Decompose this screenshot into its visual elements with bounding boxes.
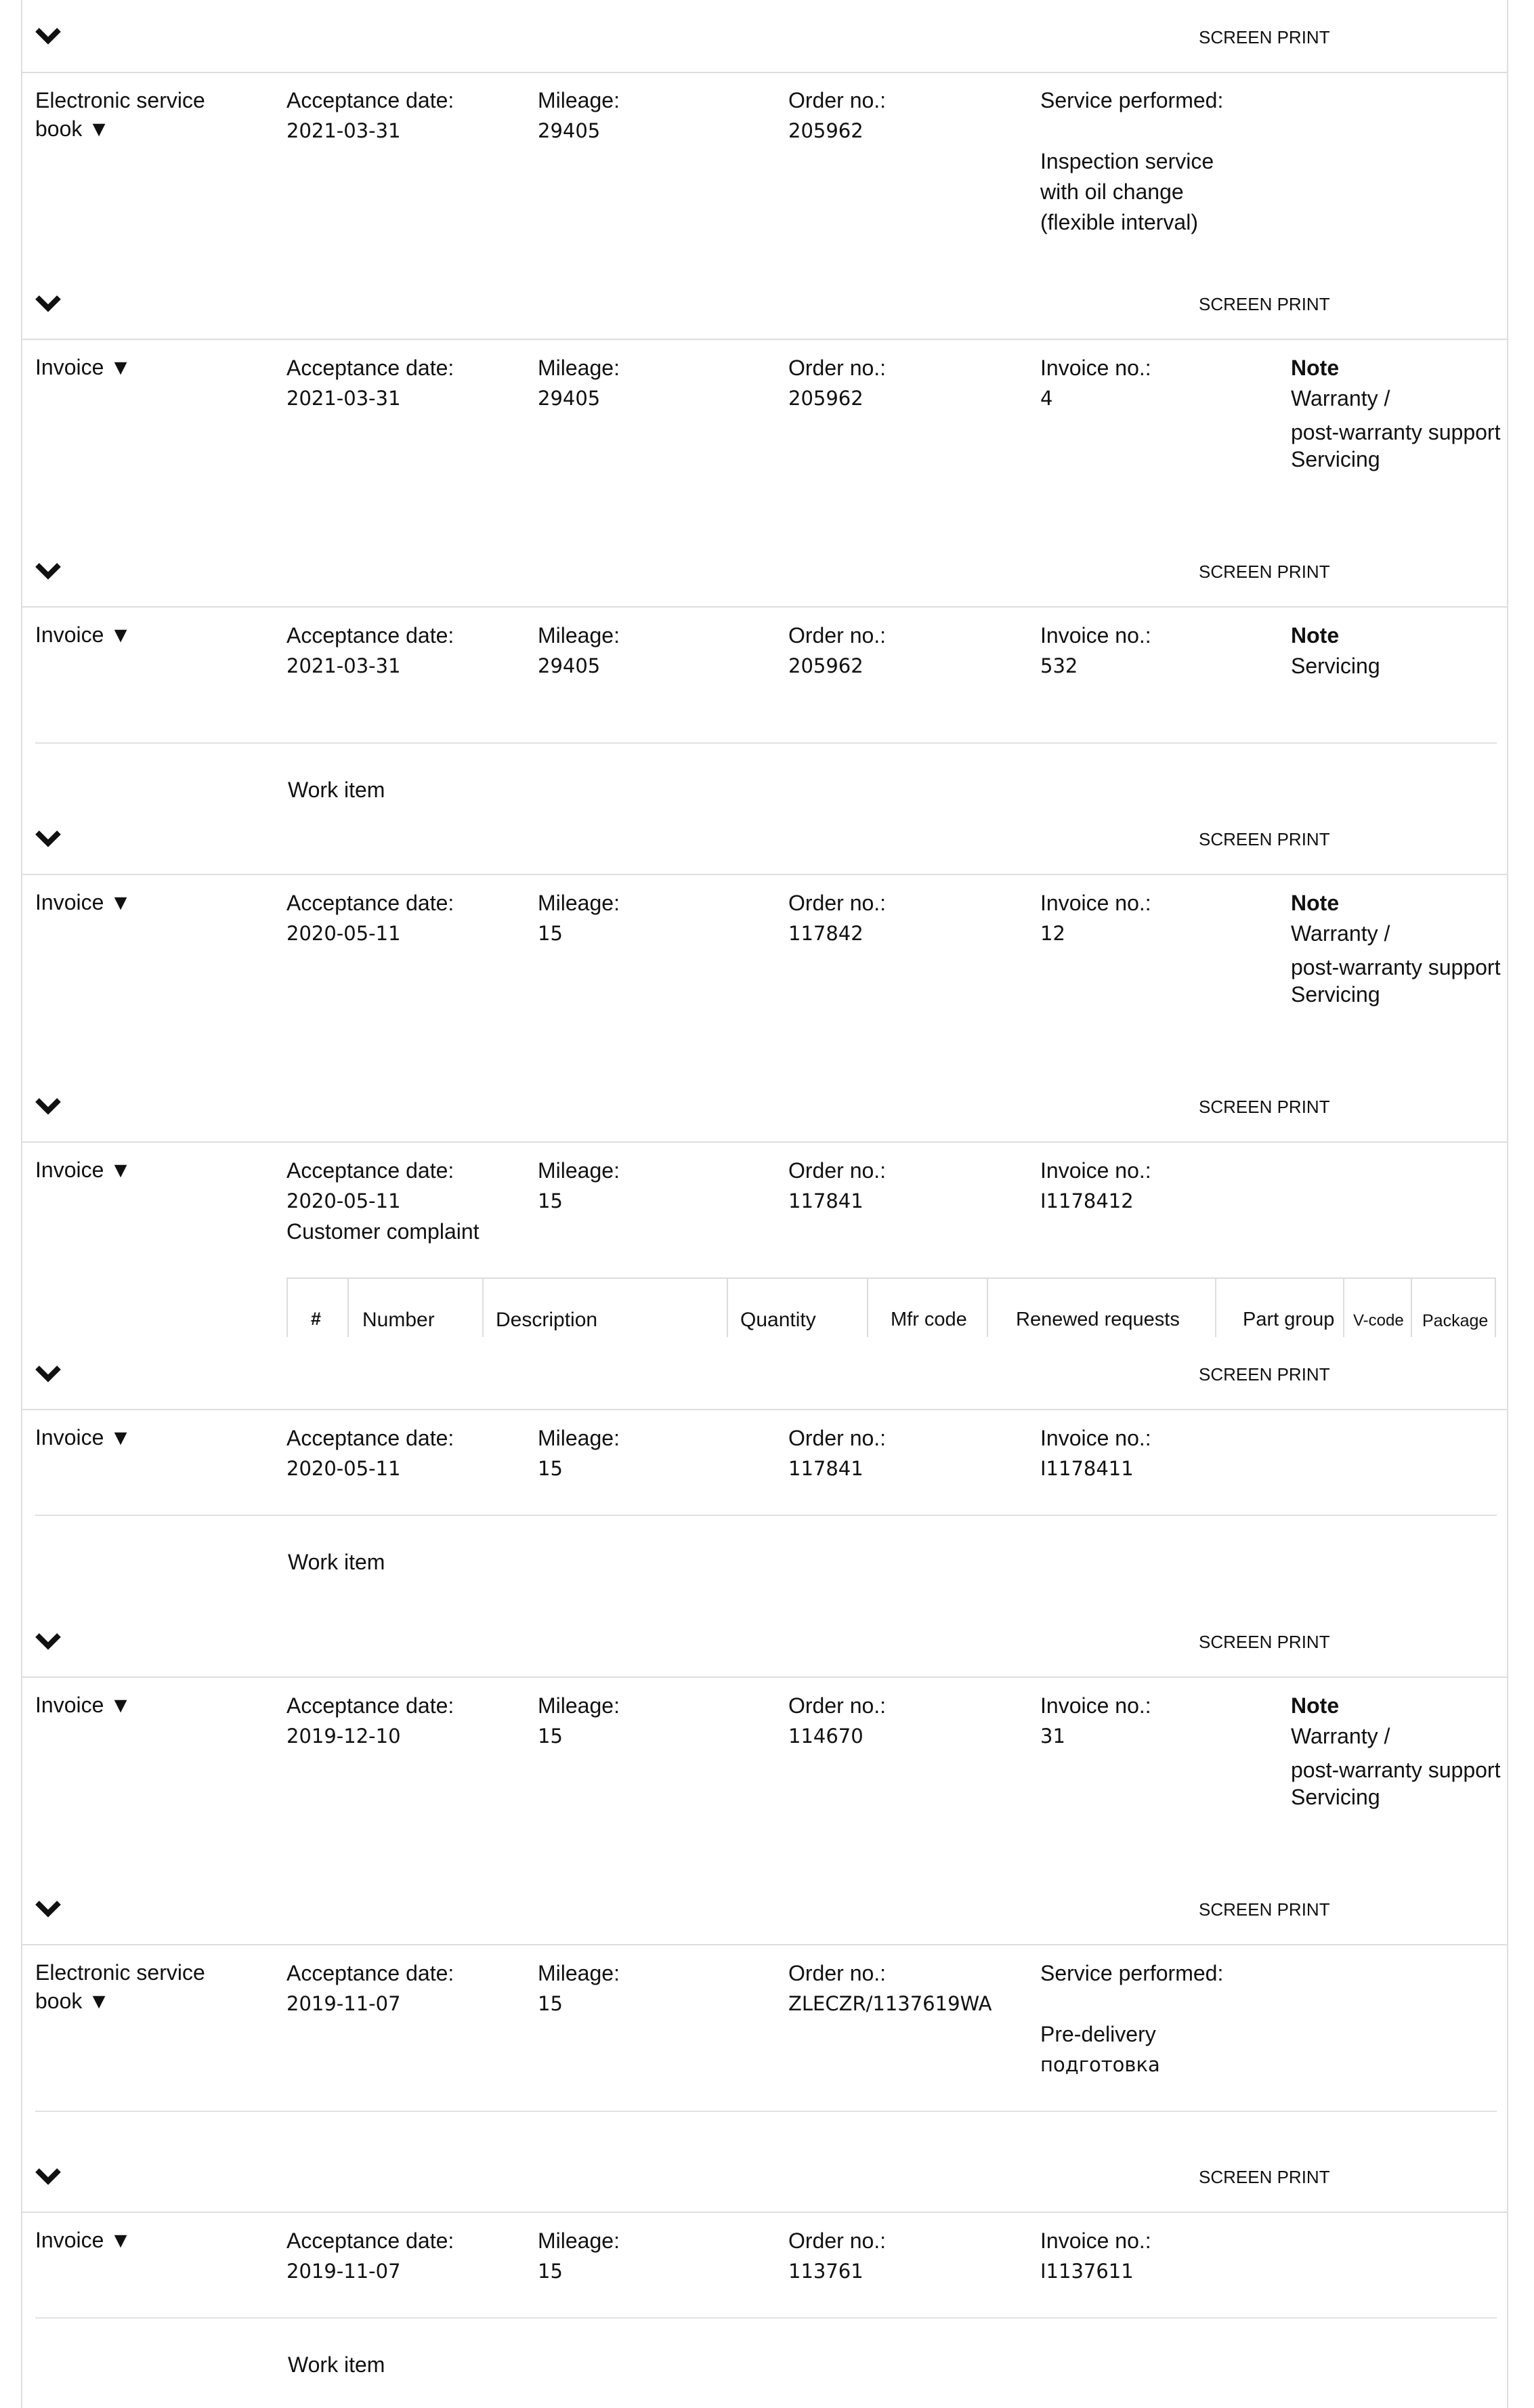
chevron-down-icon[interactable]: [35, 27, 61, 45]
chevron-down-icon[interactable]: [35, 1632, 61, 1650]
order-no-label: Order no.:: [788, 1693, 887, 1718]
invoice-no-value: I1137611: [1040, 2260, 1134, 2283]
order-no-value: 205962: [788, 119, 864, 142]
work-item-heading: Work item: [288, 2352, 385, 2377]
invoice-no-label: Invoice no.:: [1040, 891, 1151, 915]
mileage-label: Mileage:: [538, 356, 620, 380]
mileage-value: 15: [538, 1457, 563, 1480]
column-header: Part group: [1243, 1309, 1335, 1330]
invoice-no-label: Invoice no.:: [1040, 1426, 1151, 1450]
mileage-label: Mileage:: [538, 88, 620, 112]
order-no-label: Order no.:: [788, 1961, 887, 1985]
acceptance-date-value: 2020-05-11: [286, 1189, 401, 1212]
note-line: post-warranty support: [1291, 1758, 1501, 1782]
invoice-no-label: Invoice no.:: [1040, 1693, 1151, 1718]
row-divider: [35, 2111, 1497, 2112]
mileage-value: 29405: [538, 654, 601, 677]
order-no-label: Order no.:: [788, 88, 887, 112]
invoice-no-label: Invoice no.:: [1040, 1158, 1151, 1183]
section-divider: [21, 339, 1508, 340]
work-item-heading: Work item: [288, 1550, 385, 1574]
invoice-no-label: Invoice no.:: [1040, 623, 1151, 648]
order-no-label: Order no.:: [788, 356, 887, 380]
acceptance-date-value: 2019-12-10: [286, 1725, 401, 1748]
parts-table-header: [286, 1277, 1496, 1337]
invoice-no-value: 12: [1040, 922, 1065, 945]
screen-print-button[interactable]: SCREEN PRINT: [1199, 829, 1330, 849]
note-heading: Note: [1291, 356, 1340, 380]
section-divider: [21, 72, 1508, 73]
order-no-label: Order no.:: [788, 2229, 887, 2253]
note-line: post-warranty support: [1291, 955, 1501, 979]
row-divider: [35, 1515, 1497, 1516]
column-header: Description: [496, 1309, 598, 1331]
note-line: Warranty /: [1291, 386, 1390, 410]
acceptance-date-label: Acceptance date:: [286, 356, 454, 380]
column-header: Package: [1422, 1311, 1489, 1330]
invoice-toggle[interactable]: Invoice ▼: [35, 2228, 131, 2252]
acceptance-date-label: Acceptance date:: [286, 88, 454, 112]
invoice-no-label: Invoice no.:: [1040, 2229, 1151, 2253]
mileage-label: Mileage:: [538, 1158, 620, 1183]
order-no-value: 114670: [788, 1725, 864, 1748]
acceptance-date-value: 2020-05-11: [286, 1457, 401, 1480]
screen-print-button[interactable]: SCREEN PRINT: [1199, 294, 1330, 314]
acceptance-date-value: 2021-03-31: [286, 387, 401, 410]
invoice-no-value: I1178411: [1040, 1457, 1134, 1480]
order-no-value: 117842: [788, 922, 864, 945]
note-heading: Note: [1291, 1693, 1340, 1718]
mileage-label: Mileage:: [538, 1426, 620, 1450]
screen-print-button[interactable]: SCREEN PRINT: [1199, 1899, 1330, 1920]
mileage-value: 29405: [538, 387, 601, 410]
invoice-toggle[interactable]: Invoice ▼: [35, 1158, 131, 1182]
acceptance-date-label: Acceptance date:: [286, 2229, 454, 2253]
service-performed-line: подготовка: [1040, 2053, 1160, 2076]
invoice-no-label: Invoice no.:: [1040, 356, 1151, 380]
column-header: Quantity: [740, 1309, 816, 1331]
column-header: Number: [362, 1309, 435, 1331]
screen-print-button[interactable]: SCREEN PRINT: [1199, 1364, 1330, 1385]
mileage-value: 15: [538, 1992, 563, 2015]
mileage-value: 15: [538, 1189, 563, 1212]
mileage-value: 15: [538, 2260, 563, 2283]
service-performed-line: (flexible interval): [1040, 210, 1198, 234]
screen-print-button[interactable]: SCREEN PRINT: [1199, 1632, 1330, 1652]
chevron-down-icon[interactable]: [35, 830, 61, 847]
order-no-value: 205962: [788, 654, 864, 677]
note-line: Servicing: [1291, 447, 1380, 471]
work-item-heading: Work item: [288, 778, 385, 802]
acceptance-date-value: 2019-11-07: [286, 1992, 401, 2015]
order-no-value: 113761: [788, 2260, 864, 2283]
chevron-down-icon[interactable]: [35, 1365, 61, 1382]
note-line: Warranty /: [1291, 1724, 1390, 1748]
screen-print-button[interactable]: SCREEN PRINT: [1199, 562, 1330, 582]
screen-print-button[interactable]: SCREEN PRINT: [1199, 1097, 1330, 1117]
invoice-no-value: 532: [1040, 654, 1078, 677]
note-line: Servicing: [1291, 1785, 1380, 1809]
order-no-value: ZLECZR/1137619WA: [788, 1992, 992, 2015]
note-line: Servicing: [1291, 654, 1380, 678]
order-no-value: 205962: [788, 387, 864, 410]
electronic-service-book-toggle[interactable]: book ▼: [35, 117, 110, 141]
acceptance-date-label: Acceptance date:: [286, 1693, 454, 1718]
column-header: V-code: [1353, 1311, 1404, 1330]
row-divider: [35, 742, 1497, 744]
service-performed-line: Pre-delivery: [1040, 2022, 1156, 2046]
invoice-toggle[interactable]: Invoice ▼: [35, 1693, 131, 1717]
mileage-label: Mileage:: [538, 891, 620, 915]
service-performed-label: Service performed:: [1040, 88, 1224, 112]
acceptance-date-label: Acceptance date:: [286, 623, 454, 648]
right-border: [1507, 0, 1508, 2408]
invoice-toggle[interactable]: Invoice ▼: [35, 622, 131, 647]
row-divider: [35, 2317, 1497, 2319]
acceptance-date-value: 2019-11-07: [286, 2260, 401, 2283]
mileage-label: Mileage:: [538, 2229, 620, 2253]
screen-print-button[interactable]: SCREEN PRINT: [1199, 27, 1330, 47]
acceptance-date-value: 2020-05-11: [286, 922, 401, 945]
note-heading: Note: [1291, 891, 1340, 915]
section-divider: [21, 1676, 1508, 1678]
order-no-label: Order no.:: [788, 1158, 887, 1183]
mileage-value: 15: [538, 922, 563, 945]
screen-print-button[interactable]: SCREEN PRINT: [1199, 2167, 1330, 2187]
invoice-toggle[interactable]: Invoice ▼: [35, 1425, 131, 1450]
mileage-label: Mileage:: [538, 1961, 620, 1985]
mileage-value: 15: [538, 1725, 563, 1748]
order-no-label: Order no.:: [788, 1426, 887, 1450]
mileage-label: Mileage:: [538, 1693, 620, 1718]
invoice-toggle[interactable]: Invoice ▼: [35, 890, 131, 914]
electronic-service-book-toggle[interactable]: Electronic service: [35, 1960, 205, 1985]
order-no-label: Order no.:: [788, 623, 887, 648]
section-divider: [21, 606, 1508, 608]
section-divider: [21, 1944, 1508, 1945]
invoice-toggle[interactable]: Invoice ▼: [35, 355, 131, 379]
acceptance-date-label: Acceptance date:: [286, 1961, 454, 1985]
service-performed-line: Inspection service: [1040, 149, 1214, 173]
electronic-service-book-toggle[interactable]: Electronic service: [35, 88, 205, 112]
chevron-down-icon[interactable]: [35, 1900, 61, 1918]
chevron-down-icon[interactable]: [35, 2168, 61, 2185]
order-no-value: 117841: [788, 1189, 864, 1212]
acceptance-date-value: 2021-03-31: [286, 654, 401, 677]
invoice-no-value: 31: [1040, 1725, 1065, 1748]
section-divider: [21, 1409, 1508, 1410]
acceptance-date-label: Acceptance date:: [286, 891, 454, 915]
acceptance-date-value: 2021-03-31: [286, 119, 401, 142]
left-border: [21, 0, 22, 2408]
order-no-label: Order no.:: [788, 891, 887, 915]
mileage-label: Mileage:: [538, 623, 620, 648]
chevron-down-icon[interactable]: [35, 562, 61, 580]
acceptance-date-label: Acceptance date:: [286, 1426, 454, 1450]
note-line: post-warranty support: [1291, 420, 1501, 444]
customer-complaint-heading: Customer complaint: [286, 1219, 480, 1244]
note-line: Warranty /: [1291, 921, 1390, 946]
column-header: #: [311, 1309, 322, 1329]
service-performed-line: with oil change: [1040, 179, 1184, 204]
invoice-no-value: 4: [1040, 387, 1053, 410]
chevron-down-icon[interactable]: [35, 295, 61, 312]
section-divider: [21, 1141, 1508, 1143]
note-heading: Note: [1291, 623, 1340, 648]
section-divider: [21, 2212, 1508, 2213]
order-no-value: 117841: [788, 1457, 864, 1480]
service-performed-label: Service performed:: [1040, 1961, 1224, 1985]
acceptance-date-label: Acceptance date:: [286, 1158, 454, 1183]
column-header: Mfr code: [891, 1309, 967, 1330]
column-header: Renewed requests: [1016, 1309, 1180, 1330]
mileage-value: 29405: [538, 119, 601, 142]
chevron-down-icon[interactable]: [35, 1097, 61, 1115]
section-divider: [21, 874, 1508, 875]
invoice-no-value: I1178412: [1040, 1189, 1134, 1212]
electronic-service-book-toggle[interactable]: book ▼: [35, 1989, 110, 2013]
note-line: Servicing: [1291, 982, 1380, 1007]
